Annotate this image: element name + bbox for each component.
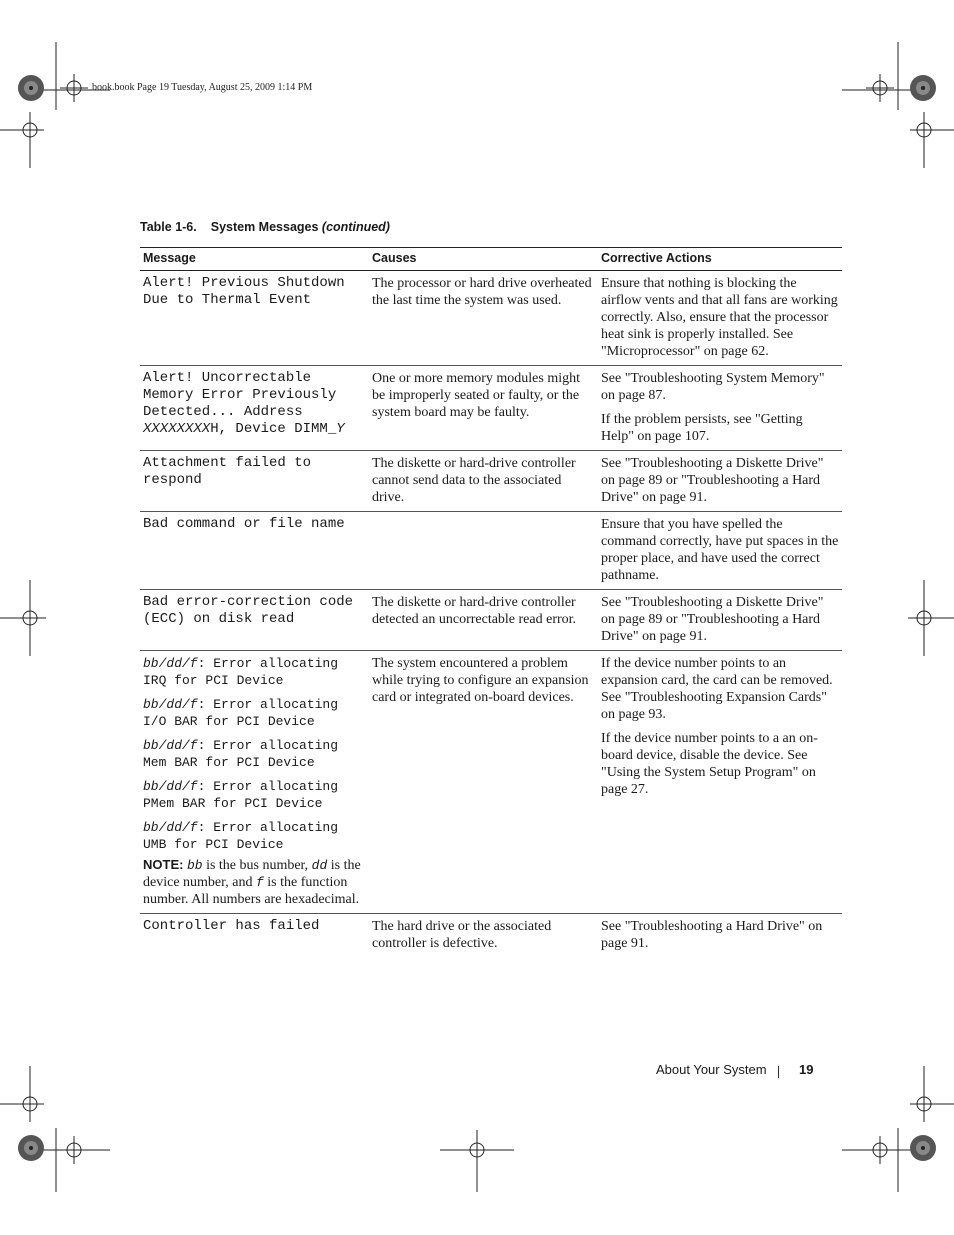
- action-cell: See "Troubleshooting a Hard Drive" on page 91.: [601, 919, 823, 951]
- table-row: [140, 451, 842, 512]
- message-text: : Error allocating UMB for PCI Device: [143, 820, 339, 852]
- print-slug-header: book.book Page 19 Tuesday, August 25, 2009 1:14 PM: [92, 82, 313, 93]
- footer-section-title: About Your System: [656, 1062, 767, 1077]
- cause-cell: The processor or hard drive overheated the last time the system was used.: [369, 271, 598, 366]
- message-variable: bb/dd/f: [143, 697, 198, 712]
- message-cell: [140, 651, 369, 914]
- action-cell: See "Troubleshooting a Diskette Drive" on page 89 or "Troubleshooting a Hard Drive" on page 91.: [598, 451, 842, 512]
- message-text: : Error allocating I/O BAR for PCI Device: [143, 697, 339, 729]
- message-line: [143, 696, 366, 730]
- table-number: Table 1-6.: [140, 220, 197, 234]
- message-text: Alert! Uncorrectable Memory Error Previously Detected... Address: [143, 370, 337, 420]
- note-variable: f: [255, 875, 264, 890]
- note-variable: dd: [311, 858, 328, 873]
- note-label: NOTE:: [143, 857, 184, 872]
- page-number: 19: [799, 1062, 814, 1077]
- message-variable: bb/dd/f: [143, 738, 198, 753]
- message-text: : Error allocating PMem BAR for PCI Device: [143, 779, 339, 811]
- table-row: [140, 271, 842, 366]
- note: [143, 856, 366, 908]
- action-cell: See "Troubleshooting a Diskette Drive" on page 89 or "Troubleshooting a Hard Drive" on page 91.: [598, 590, 842, 651]
- message-variable: Y: [336, 421, 345, 437]
- message-variable: bb/dd/f: [143, 656, 198, 671]
- table-header-row: [140, 248, 842, 271]
- page-footer: [656, 1062, 814, 1077]
- table-title: System Messages: [210, 220, 319, 234]
- message-variable: bb/dd/f: [143, 779, 198, 794]
- cause-cell: The system encountered a problem while trying to configure an expansion card or integrated on-board devices.: [369, 651, 598, 914]
- system-messages-table: [140, 247, 842, 957]
- action-cell: [598, 651, 842, 914]
- message-text: H, Device DIMM_: [210, 421, 337, 437]
- note-text: is the bus number,: [202, 858, 312, 873]
- table-row: [140, 512, 842, 590]
- action-cell: Ensure that you have spelled the command correctly, have put spaces in the proper place, and have used the correct pathname.: [598, 512, 842, 590]
- action-paragraph: If the problem persists, see "Getting Help" on page 107.: [601, 412, 803, 444]
- message-line: [143, 778, 366, 812]
- action-paragraph: If the device number points to an expansion card, the card can be removed. See "Troubleshooting Expansion Cards" on page 93.: [601, 656, 833, 722]
- message-variable: bb/dd/f: [143, 820, 198, 835]
- message-text: : Error allocating IRQ for PCI Device: [143, 656, 339, 688]
- table-continued: (continued): [321, 220, 390, 234]
- note-text: is the device number, and: [143, 858, 361, 890]
- note-variable: bb: [186, 858, 203, 873]
- message-cell: [140, 366, 369, 451]
- message-cell: Controller has failed: [143, 918, 320, 934]
- cause-cell: [369, 512, 598, 590]
- footer-divider: [778, 1066, 779, 1078]
- column-header-corrective-actions: Corrective Actions: [598, 248, 842, 271]
- action-paragraph: See "Troubleshooting System Memory" on page 87.: [601, 371, 825, 403]
- action-paragraph: If the device number points to a an on-board device, disable the device. See "Using the System Setup Program" on page 27.: [601, 731, 818, 797]
- message-variable: XXXXXXXX: [143, 421, 211, 437]
- table-row: [140, 366, 842, 451]
- note-text: is the function number. All numbers are hexadecimal.: [143, 875, 360, 907]
- column-header-causes: Causes: [369, 248, 598, 271]
- message-cell: Attachment failed to respond: [140, 451, 369, 512]
- table-row: [140, 651, 842, 914]
- message-line: [143, 737, 366, 771]
- cause-cell: One or more memory modules might be improperly seated or faulty, or the system board may be faulty.: [369, 366, 598, 451]
- message-line: [143, 655, 366, 689]
- cause-cell: The diskette or hard-drive controller detected an uncorrectable read error.: [369, 590, 598, 651]
- column-header-message: Message: [140, 248, 369, 271]
- message-cell: Bad command or file name: [140, 512, 369, 590]
- message-line: [143, 819, 366, 853]
- cause-cell: The hard drive or the associated controller is defective.: [372, 919, 552, 951]
- table-caption: [140, 220, 390, 234]
- action-cell: [598, 366, 842, 451]
- message-text: : Error allocating Mem BAR for PCI Device: [143, 738, 339, 770]
- message-cell: Alert! Previous Shutdown Due to Thermal Event: [140, 271, 369, 366]
- message-cell: Bad error-correction code (ECC) on disk read: [140, 590, 369, 651]
- action-cell: Ensure that nothing is blocking the airflow vents and that all fans are working correctly. Also, ensure that the processor heat sink is properly installed. See "Microprocessor" on page 62.: [598, 271, 842, 366]
- cause-cell: The diskette or hard-drive controller cannot send data to the associated drive.: [369, 451, 598, 512]
- table-row: [140, 590, 842, 651]
- table-row: [140, 914, 842, 958]
